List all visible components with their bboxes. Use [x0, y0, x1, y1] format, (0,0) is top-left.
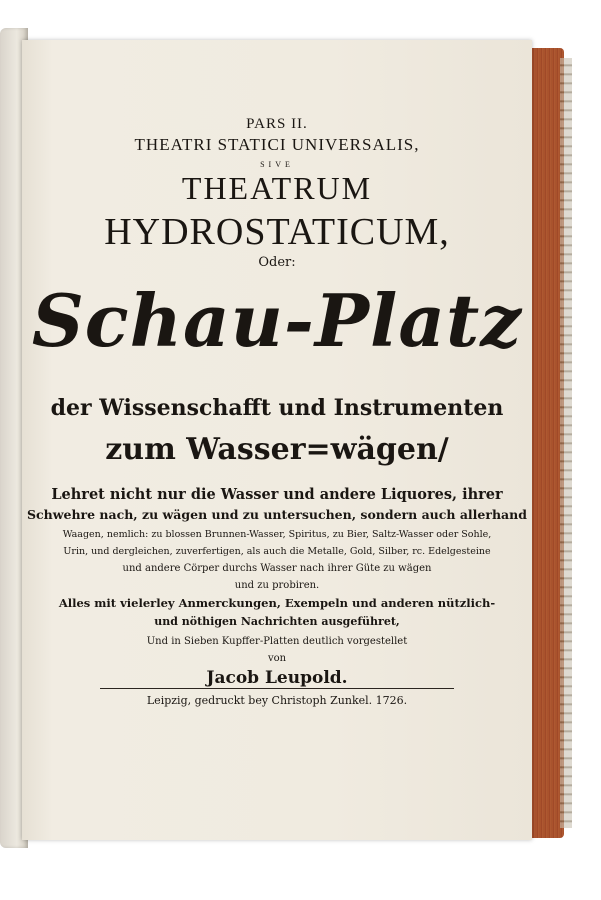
- notes-line-2: und nöthigen Nachrichten ausgeführet,: [154, 615, 400, 628]
- divider-rule: [100, 688, 454, 689]
- body-line-3: Waagen, nemlich: zu blossen Brunnen-Wasser, Spiritus, zu Bier, Saltz-Wasser oder Sohle,: [62, 529, 492, 540]
- subtitle-line-2: zum Wasser=wägen/: [105, 432, 449, 467]
- page-edges: [528, 48, 564, 838]
- part-line: PARS II.: [246, 116, 308, 132]
- decorative-title: Schau-Platz: [31, 278, 523, 363]
- title-page-text: [22, 40, 532, 840]
- book-spine-edge: [560, 58, 572, 828]
- imprint-line: Leipzig, gedruckt bey Christoph Zunkel. 1726.: [146, 694, 408, 707]
- subtitle-line-1: der Wissenschafft und Instrumenten: [50, 395, 504, 421]
- von-line: von: [267, 653, 287, 664]
- body-line-5: und andere Cörper durchs Wasser nach ihrer Güte zu wägen: [122, 563, 432, 574]
- notes-line-1: Alles mit vielerley Anmerckungen, Exempeln und anderen nützlich-: [58, 596, 496, 610]
- body-line-2: Schwehre nach, zu wägen und zu untersuchen, sondern auch allerhand: [27, 507, 527, 522]
- series-title: THEATRI STATICI UNIVERSALIS,: [134, 135, 420, 154]
- oder-line: Oder:: [258, 255, 296, 270]
- body-line-6: und zu probiren.: [234, 580, 320, 591]
- author-line: Jacob Leupold.: [206, 668, 348, 688]
- title-line-2: HYDROSTATICUM,: [104, 211, 450, 253]
- body-line-1: Lehret nicht nur die Wasser und andere Liquores, ihrer: [51, 486, 503, 503]
- sive-line: SIVE: [260, 160, 294, 169]
- plates-line: Und in Sieben Kupffer-Platten deutlich vorgestellet: [146, 636, 408, 647]
- title-line-1: THEATRUM: [181, 170, 373, 206]
- body-line-4: Urin, und dergleichen, zuverfertigen, als auch die Metalle, Gold, Silber, rc. Edelgesteine: [63, 546, 491, 557]
